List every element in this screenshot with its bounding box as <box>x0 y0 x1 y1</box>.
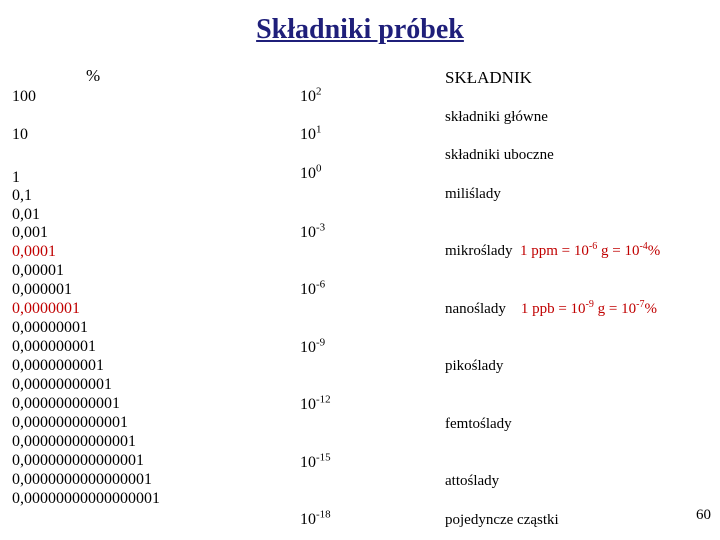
component-minor: składniki uboczne <box>445 147 554 163</box>
percent-value: 0,01 <box>12 206 40 223</box>
percent-value: 0,00000000000001 <box>12 433 136 450</box>
component-milli-trace: miliślady <box>445 186 501 202</box>
percent-value-highlighted: 0,0000001 <box>12 300 80 317</box>
page-title: Składniki próbek <box>256 14 464 45</box>
power-of-ten: $10^{-9}$ <box>300 336 326 356</box>
percent-value: 0,00000000001 <box>12 376 112 393</box>
power-of-ten: $10^0$ <box>300 162 322 182</box>
percent-column-header: % <box>86 66 101 85</box>
percent-value: 0,000000000001 <box>12 395 120 412</box>
power-of-ten: $10^1$ <box>300 123 322 143</box>
percent-value: 1 <box>12 169 20 186</box>
component-micro-trace: mikroślady <box>445 243 513 259</box>
component-pico-trace: pikoślady <box>445 358 504 374</box>
component-atto-trace: attoślady <box>445 473 500 489</box>
percent-value: 0,0000000000000001 <box>12 471 152 488</box>
percent-value: 0,000001 <box>12 281 72 298</box>
power-of-ten: $10^{-3}$ <box>300 221 326 241</box>
component-femto-trace: femtoślady <box>445 416 512 432</box>
component-micro-trace-row <box>445 243 660 260</box>
power-of-ten: $10^2$ <box>300 85 322 105</box>
component-nano-trace-row <box>445 301 657 318</box>
percent-value: 0,001 <box>12 224 48 241</box>
percent-value: 10 <box>12 126 28 143</box>
percent-value: 0,000000000000001 <box>12 452 144 469</box>
power-of-ten: $10^{-15}$ <box>300 451 331 471</box>
percent-value-highlighted: 0,0001 <box>12 243 56 260</box>
percent-value: 0,0000000001 <box>12 357 104 374</box>
percent-value: 0,000000001 <box>12 338 96 355</box>
percent-value: 0,00000001 <box>12 319 88 336</box>
component-nano-trace: nanoślady <box>445 301 506 317</box>
percent-value: 0,00001 <box>12 262 64 279</box>
percent-value: 100 <box>12 88 36 105</box>
percent-value: 0,1 <box>12 187 32 204</box>
power-of-ten: $10^{-12}$ <box>300 393 331 413</box>
percent-value: 0,00000000000000001 <box>12 490 160 507</box>
ppb-definition: 1 ppb = $10^{-9}$ $g = 10^{-7}\%$ <box>520 299 657 317</box>
component-single-particles: pojedyncze cząstki <box>445 512 559 528</box>
ppm-definition: 1 ppm = $10^{-6}$ $g = 10^{-4}\%$ <box>520 241 661 259</box>
power-of-ten: $10^{-18}$ <box>300 508 331 528</box>
page-number: 60 <box>696 507 711 523</box>
power-of-ten: $10^{-6}$ <box>300 278 326 298</box>
component-column-header: SKŁADNIK <box>445 68 532 87</box>
percent-value: 0,0000000000001 <box>12 414 128 431</box>
component-major: składniki główne <box>445 109 548 125</box>
